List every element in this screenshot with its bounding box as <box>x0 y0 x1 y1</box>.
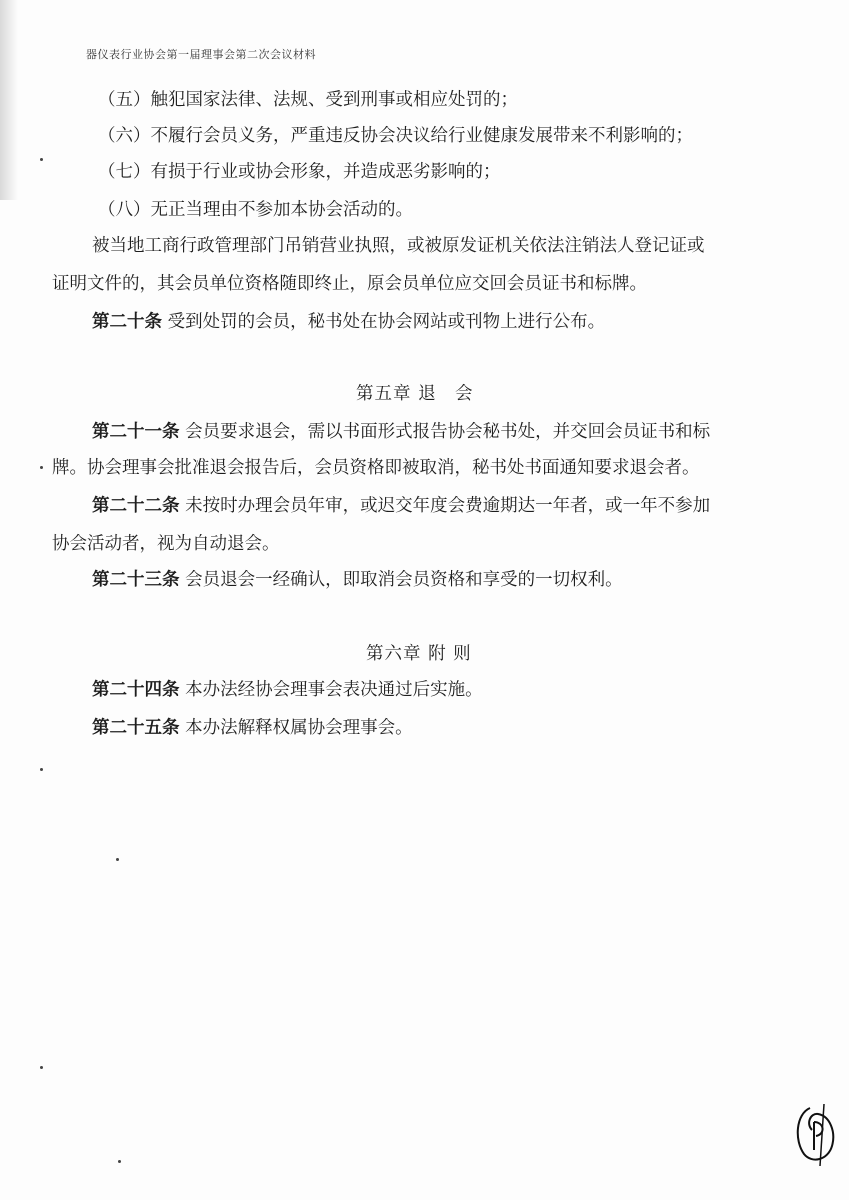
article-label: 第二十一条 <box>92 422 180 442</box>
article-text: 会员要求退会，需以书面形式报告协会秘书处，并交回会员证书和标 <box>185 422 711 442</box>
article-text: 未按时办理会员年审，或迟交年度会费逾期达一年者，或一年不参加 <box>185 496 711 516</box>
scan-speck <box>40 768 43 771</box>
article-text: 受到处罚的会员，秘书处在协会网站或刊物上进行公布。 <box>167 312 606 332</box>
article-25 <box>92 716 413 740</box>
article-text: 会员退会一经确认，即取消会员资格和享受的一切权利。 <box>185 570 623 590</box>
list-item: （六）不履行会员义务，严重违反协会决议给行业健康发展带来不利影响的； <box>98 126 693 146</box>
chapter-heading: 第五章 退 会 <box>356 384 474 404</box>
paragraph-line: 牌。协会理事会批准退会报告后，会员资格即被取消，秘书处书面通知要求退会者。 <box>52 458 700 478</box>
scan-speck <box>40 1066 43 1069</box>
article-label: 第二十五条 <box>92 718 180 738</box>
article-24 <box>92 678 483 702</box>
running-header: 器仪表行业协会第一届理事会第二次会议材料 <box>86 48 316 61</box>
article-21 <box>92 420 710 444</box>
paragraph-line: 证明文件的，其会员单位资格随即终止，原会员单位应交回会员证书和标牌。 <box>52 274 647 294</box>
article-text: 本办法解释权属协会理事会。 <box>185 718 413 738</box>
scan-shadow <box>0 0 18 200</box>
article-20 <box>92 310 605 334</box>
paragraph-line: 协会活动者，视为自动退会。 <box>52 534 280 554</box>
scan-speck <box>118 1160 121 1163</box>
article-22 <box>92 494 710 518</box>
scan-speck <box>40 158 43 161</box>
scan-speck <box>40 466 43 469</box>
article-label: 第二十三条 <box>92 570 180 590</box>
article-label: 第二十四条 <box>92 680 180 700</box>
paragraph-line: 被当地工商行政管理部门吊销营业执照，或被原发证机关依法注销法人登记证或 <box>92 236 705 256</box>
article-label: 第二十条 <box>92 312 162 332</box>
list-item: （七）有损于行业或协会形象，并造成恶劣影响的； <box>98 162 501 182</box>
article-23 <box>92 568 623 592</box>
list-item: （五）触犯国家法律、法规、受到刑事或相应处罚的； <box>98 90 518 110</box>
chapter-heading: 第六章 附 则 <box>366 644 472 664</box>
article-label: 第二十二条 <box>92 496 180 516</box>
scan-speck <box>116 858 119 861</box>
list-item: （八）无正当理由不参加本协会活动的。 <box>98 200 413 220</box>
article-text: 本办法经协会理事会表决通过后实施。 <box>185 680 483 700</box>
handwritten-page-mark-icon <box>790 1100 840 1170</box>
